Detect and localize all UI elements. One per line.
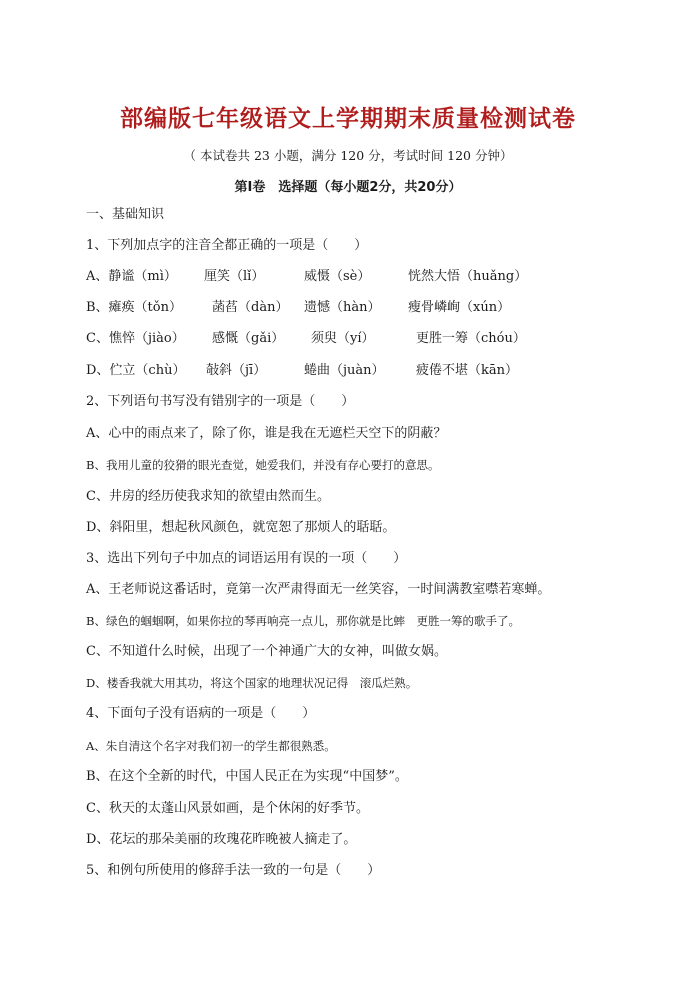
- question-5-stem: 5、和例句所使用的修辞手法一致的一句是（ ）: [86, 863, 381, 878]
- question-4-option-d: D、花坛的那朵美丽的玫瑰花昨晚被人摘走了。: [86, 832, 357, 847]
- option-item: 疲倦不堪（kān）: [416, 363, 519, 378]
- exam-instructions: （ 本试卷共 23 小题，满分 120 分，考试时间 120 分钟）: [183, 148, 513, 163]
- question-2-option-b: B、我用儿童的狡猾的眼光查觉，她爱我们，并没有存心要打的意思。: [86, 458, 440, 472]
- question-1-stem: 1、下列加点字的注音全都正确的一项是（ ）: [86, 238, 368, 253]
- option-item: 须臾（yí）: [311, 331, 375, 346]
- question-2-option-d: D、斜阳里，想起秋风颜色，就宽恕了那烦人的聒聒。: [86, 520, 396, 535]
- option-item: 恍然大悟（huǎng）: [408, 269, 528, 284]
- option-item: A、静谧（mì）: [86, 269, 177, 284]
- option-item: 感慨（gǎi）: [212, 331, 285, 346]
- option-item: 蜷曲（juàn）: [304, 363, 385, 378]
- option-item: C、憔悴（jiào）: [86, 331, 185, 346]
- question-2-option-c: C、井房的经历使我求知的欲望由然而生。: [86, 489, 330, 504]
- option-item: 厘笑（lǐ）: [204, 269, 265, 284]
- question-3-option-b: B、绿色的蝈蝈啊，如果你拉的琴再响亮一点儿，那你就是比蟀 更胜一筹的歌手了。: [86, 614, 520, 628]
- question-2-stem: 2、下列语句书写没有错别字的一项是（ ）: [86, 394, 355, 409]
- question-3-option-d: D、楼香我就大用其功，将这个国家的地理状况记得 滚瓜烂熟。: [86, 676, 418, 690]
- option-item: 威慑（sè）: [304, 269, 371, 284]
- option-item: 遗憾（hàn）: [304, 300, 381, 315]
- option-item: 更胜一筹（chóu）: [416, 331, 526, 346]
- option-item: 敧斜（jī）: [206, 363, 267, 378]
- option-item: 菡萏（dàn）: [212, 300, 289, 315]
- question-2-option-a: A、心中的雨点来了，除了你，谁是我在无遮栏天空下的阴蔽？: [86, 426, 447, 441]
- question-4-option-a: A、朱自清这个名字对我们初一的学生都很熟悉。: [86, 739, 336, 753]
- question-3-option-a: A、王老师说这番话时，竟第一次严肃得面无一丝笑容，一时间满教室噤若寒蝉。: [86, 582, 551, 597]
- section-heading: 第Ⅰ卷 选择题（每小题2分，共20分）: [234, 180, 462, 195]
- question-4-option-b: B、在这个全新的时代，中国人民正在为实现“中国梦”。: [86, 769, 408, 784]
- option-item: 瘦骨嶙峋（xún）: [408, 300, 511, 315]
- question-4-stem: 4、下面句子没有语病的一项是（ ）: [86, 706, 316, 721]
- question-3-stem: 3、选出下列句子中加点的词语运用有误的一项（ ）: [86, 551, 407, 566]
- option-item: B、瘫痪（tǒn）: [86, 300, 182, 315]
- question-3-option-c: C、不知道什么时候，出现了一个神通广大的女神，叫做女娲。: [86, 644, 447, 659]
- page-title: 部编版七年级语文上学期期末质量检测试卷: [120, 106, 576, 132]
- option-item: D、伫立（chù）: [86, 363, 186, 378]
- part-heading: 一、基础知识: [86, 207, 165, 222]
- question-4-option-c: C、秋天的太蓬山风景如画，是个休闲的好季节。: [86, 801, 369, 816]
